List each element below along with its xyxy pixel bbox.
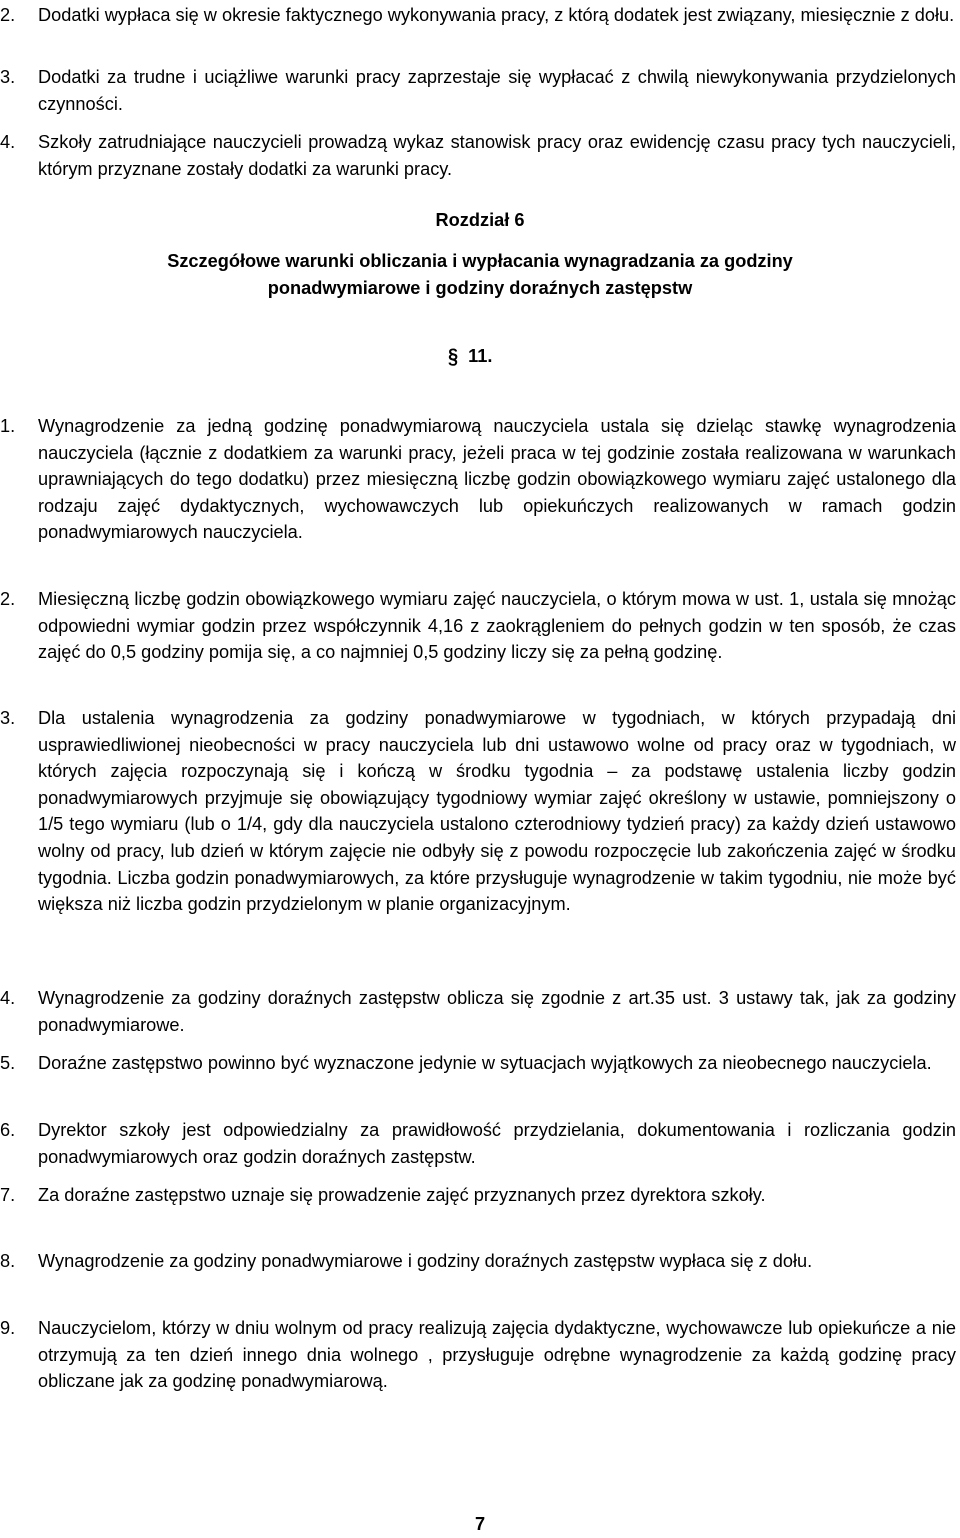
list-item-text: Miesięczną liczbę godzin obowiązkowego wymiaru zajęć nauczyciela, o którym mowa w ust. 1, ustala się mnożąc odpowiedni wymiar godzin przez współczynnik 4,16 z zaokrągleniem do pełnych godzin w ten sposób, że czas zajęć do 0,5 godziny pomija się, a co najmniej 0,5 godziny liczy się za pełną godzinę. <box>38 589 956 663</box>
list-item-number: 9. <box>0 1318 16 1338</box>
list-item-number: 1. <box>0 416 16 436</box>
list-item-text: Za doraźne zastępstwo uznaje się prowadzenie zajęć przyznanych przez dyrektora szkoły. <box>38 1185 766 1205</box>
list-item-text: Szkoły zatrudniające nauczycieli prowadzą wykaz stanowisk pracy oraz ewidencję czasu pracy tych nauczycieli, którym przyznane zostały dodatki za warunki pracy. <box>38 132 956 179</box>
list-item-text: Dodatki wypłaca się w okresie faktycznego wykonywania pracy, z którą dodatek jest związany, miesięcznie z dołu. <box>38 5 955 25</box>
list-item-9 <box>0 1315 956 1395</box>
list-item-text: Wynagrodzenie za jedną godzinę ponadwymiarową nauczyciela ustala się dzieląc stawkę wynagrodzenia nauczyciela (łącznie z dodatkiem za warunki pracy, jeżeli praca w tej godzinie została realizowana w warunkach uprawniających do tego dodatku) przez miesięczną liczbę godzin obowiązkowego wymiaru zajęć ustalonego dla rodzaju zajęć dydaktycznych, wychowawczych lub opiekuńczych realizowanych w ramach godzin ponadwymiarowych nauczyciela. <box>38 416 956 543</box>
list-item-2 <box>0 586 956 666</box>
list-item-text: Wynagrodzenie za godziny doraźnych zastępstw oblicza się zgodnie z art.35 ust. 3 ustawy tak, jak za godziny ponadwymiarowe. <box>38 988 956 1035</box>
list-item-number: 4. <box>0 988 16 1008</box>
list-item-text: Dla ustalenia wynagrodzenia za godziny ponadwymiarowe w tygodniach, w których przypadają dni usprawiedliwionej nieobecności w pracy nauczyciela lub dni ustawowo wolne od pracy oraz w tygodniach, w których zajęcia rozpoczynają się i kończą w środku tygodnia – za podstawę ustalenia liczby godzin ponadwymiarowych przyjmuje się obowiązujący tygodniowy wymiar zajęć określony w ustawie, pomniejszony o 1/5 tego wymiaru (lub o 1/4, gdy dla nauczyciela ustalono czterodniowy tydzień pracy) za każdy dzień ustawowo wolny od pracy, lub dzień w którym zajęcie nie odbyły się z powodu rozpoczęcie lub zakończenia zajęć w środku tygodnia. Liczba godzin ponadwymiarowych, za które przysługuje wynagrodzenie w takim tygodniu, nie może być większa niż liczba godzin przydzielonym w planie organizacyjnym. <box>38 708 956 915</box>
list-item-3 <box>0 705 956 918</box>
list-item-number: 2. <box>0 5 16 25</box>
page-number: 7 <box>474 1514 486 1534</box>
list-item-text: Doraźne zastępstwo powinno być wyznaczone jedynie w sytuacjach wyjątkowych za nieobecnego nauczyciela. <box>38 1053 932 1073</box>
list-item-number: 2. <box>0 589 16 609</box>
list-item-number: 7. <box>0 1185 16 1205</box>
list-item-text: Dodatki za trudne i uciążliwe warunki pracy zaprzestaje się wypłacać z chwilą niewykonywania przydzielonych czynności. <box>38 67 956 114</box>
list-item-2-top <box>0 2 956 29</box>
paragraph-heading <box>448 343 492 370</box>
chapter-heading: Rozdział 6 <box>435 210 525 230</box>
list-item-number: 4. <box>0 132 16 152</box>
list-item-8 <box>0 1248 956 1275</box>
list-item-text: Dyrektor szkoły jest odpowiedzialny za prawidłowość przydzielania, dokumentowania i rozliczania godzin ponadwymiarowych oraz godzin doraźnych zastępstw. <box>38 1120 956 1167</box>
paragraph-sign: § <box>448 344 459 368</box>
list-item-number: 3. <box>0 708 16 728</box>
chapter-title-line-1: Szczegółowe warunki obliczania i wypłacania wynagradzania za godziny <box>167 251 793 271</box>
list-item-4-top <box>0 129 956 182</box>
list-item-number: 3. <box>0 67 16 87</box>
list-item-number: 8. <box>0 1251 16 1271</box>
paragraph-number: 11. <box>468 346 493 366</box>
list-item-1 <box>0 413 956 546</box>
list-item-number: 6. <box>0 1120 16 1140</box>
list-item-number: 5. <box>0 1053 16 1073</box>
chapter-title-line-2: ponadwymiarowe i godziny doraźnych zastępstw <box>267 278 693 298</box>
list-item-3-top <box>0 64 956 117</box>
list-item-6 <box>0 1117 956 1170</box>
list-item-4 <box>0 985 956 1038</box>
list-item-text: Wynagrodzenie za godziny ponadwymiarowe i godziny doraźnych zastępstw wypłaca się z dołu. <box>38 1251 813 1271</box>
list-item-5 <box>0 1050 956 1077</box>
list-item-7 <box>0 1182 956 1209</box>
list-item-text: Nauczycielom, którzy w dniu wolnym od pracy realizują zajęcia dydaktyczne, wychowawcze lub opiekuńcze a nie otrzymują za ten dzień innego dnia wolnego , przysługuje odrębne wynagrodzenie za każdą godzinę pracy obliczane jak za godzinę ponadwymiarową. <box>38 1318 956 1392</box>
